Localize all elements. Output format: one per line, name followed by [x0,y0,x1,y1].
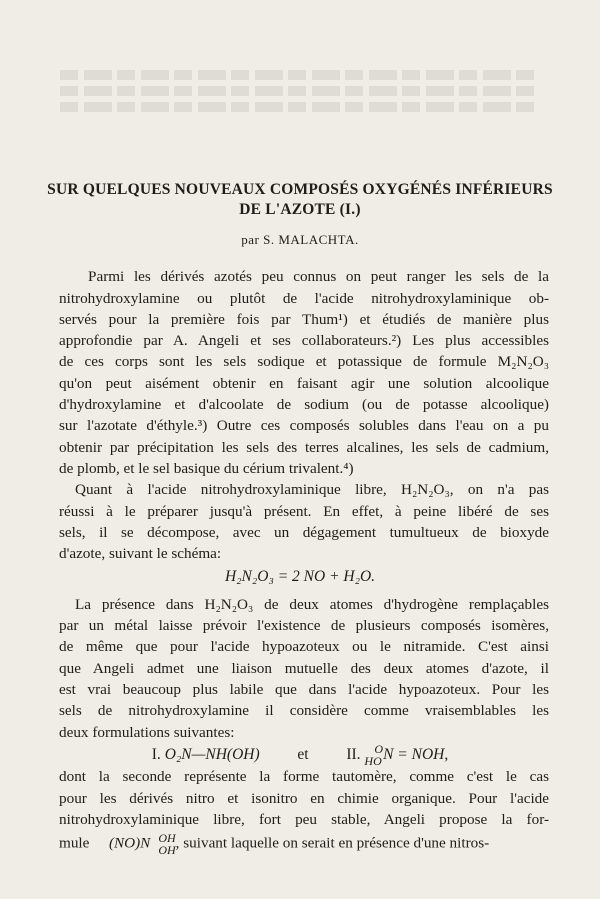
text-line: de plomb, et le sel basique du cérium trivalent.⁴) [59,460,354,477]
text-line: deux formulations suivantes: [59,724,235,741]
formula-1-label: I. [151,746,161,763]
title-line-1: SUR QUELQUES NOUVEAUX COMPOSÉS OXYGÉNÉS INFÉRIEURS [47,181,553,198]
formula-2-label: II. [346,746,361,763]
text-line: d'hydroxylamine et d'alcoolate de sodium (ou de potasse alcoolique) [59,396,549,413]
last-line-branch [150,832,175,856]
author-byline: par S. MALACHTA. [241,232,359,247]
last-line-rest: , suivant laquelle on serait en présence d'une nitros- [175,834,490,852]
text-line: sels de nitrohydroxylamine il considère comme vraisemblables les [59,702,549,719]
branch-top: OH [158,831,176,845]
text-line: approfondie par A. Angeli et ses collaborateurs.²) Les plus accessibles [59,332,549,349]
text-line: La présence dans H₂N₂O₃ de deux atomes d'hydrogène remplaçables [75,596,549,613]
formula-conjunction: et [297,746,309,763]
text-line: de même que pour l'acide hypoazoteux ou le nitramide. C'est ainsi [59,638,549,655]
text-line: dont la seconde représente la forme tautomère, comme c'est le cas [59,768,549,785]
formula-1: O₂N—NH(OH) [164,746,260,763]
equation-decomposition: H₂N₂O₃ = 2 NO + H₂O. [224,568,376,585]
branch-bottom: OH [158,843,176,857]
text-line: par un métal laisse prévoir l'existence de plusieurs composés isomères, [59,617,549,634]
formula-2-bottom: HO [364,754,382,769]
text-line: Parmi les dérivés azotés peu connus on peut ranger les sels de la [88,268,549,285]
text-line: sur l'azotate d'éthyle.³) Outre ces composés solubles dans l'eau on a pu [59,417,549,434]
formulas-row [0,742,600,768]
text-line: réussi à le préparer jusqu'à présent. En effet, à peine libéré de ses [59,503,549,520]
text-line: est vrai beaucoup plus labile que dans l'acide hypoazoteux. Pour les [59,681,549,698]
formula-2-branch [364,743,383,767]
title-line-2: DE L'AZOTE (I.) [239,201,361,218]
text-line: que Angeli admet une liaison mutuelle des deux atomes d'azote, il [59,660,549,677]
text-line: d'azote, suivant le schéma: [59,545,222,562]
last-line-start: mule [59,834,90,852]
last-line [59,832,549,856]
text-line: servés pour la première fois par Thum¹) et étudiés de manière plus [59,311,549,328]
text-line: nitrohydroxylamine ou plutôt de l'acide nitrohydroxylaminique ob- [59,290,549,307]
text-line: pour les dérivés nitro et isonitro en chimie organique. Pour l'acide [59,790,549,807]
text-line: de ces corps sont les sels sodique et potassique de formule M₂N₂O₃ [59,353,549,370]
text-line: Quant à l'acide nitrohydroxylaminique libre, H₂N₂O₃, on n'a pas [75,481,549,498]
last-line-formula-prefix: (NO)N [108,834,151,852]
text-line: obtenir par précipitation les sels des terres alcalines, les sels de cadmium, [59,439,549,456]
text-line: sels, il se décompose, avec un dégagement tumultueux de bioxyde [59,524,549,541]
formula-2-rest: N = NOH, [383,746,449,763]
article-title [40,180,560,220]
text-line: qu'on peut aisément obtenir en faisant agir une solution alcoolique [59,375,549,392]
text-line: nitrohydroxylaminique libre, fort peu stable, Angeli propose la for- [59,811,549,828]
bleed-through-text [60,64,540,124]
formula-2-top: O [374,742,384,757]
